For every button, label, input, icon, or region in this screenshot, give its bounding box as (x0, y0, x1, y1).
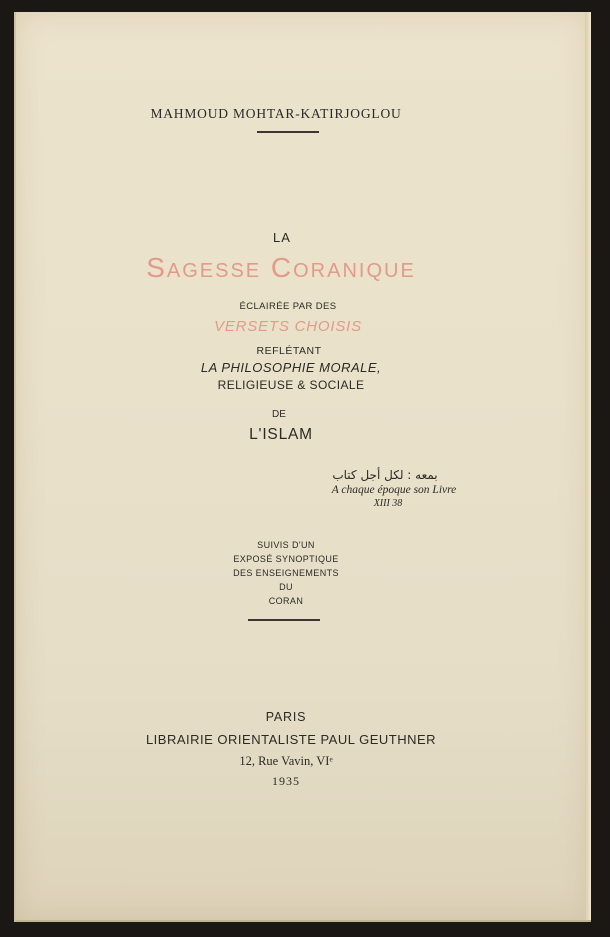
publisher-name: LIBRAIRIE ORIENTALISTE PAUL GEUTHNER (145, 732, 437, 747)
epigraph-reference: XIII 38 (373, 498, 403, 509)
publisher-city: PARIS (265, 710, 307, 724)
publication-year: 1935 (272, 774, 300, 788)
epigraph-arabic: بمعه : لكل أجل كتاب (332, 468, 438, 482)
subtitle-line-5: CORAN (268, 596, 304, 606)
book-cover (14, 12, 591, 922)
subtitle-line-1: SUIVIS D'UN (257, 540, 315, 550)
publisher-address: 12, Rue Vavin, VIᵉ (239, 754, 333, 768)
subtitle-line-3: DES ENSEIGNEMENTS (233, 568, 339, 578)
subtitle-line-2: EXPOSÉ SYNOPTIQUE (233, 554, 339, 564)
book-title: Sagesse Coranique (146, 252, 416, 283)
title-religieuse: RELIGIEUSE & SOCIALE (217, 378, 365, 392)
title-eclairee: ÉCLAIRÉE PAR DES (239, 301, 337, 312)
title-de: DE (272, 409, 286, 420)
divider-rule-top (257, 131, 319, 133)
author-name: MAHMOUD MOHTAR-KATIRJOGLOU (150, 106, 402, 121)
title-philosophie: LA PHILOSOPHIE MORALE, (200, 360, 382, 375)
title-refletant: REFLÉTANT (256, 345, 322, 357)
epigraph-french: A chaque époque son Livre (331, 484, 457, 496)
subtitle-line-4: DU (279, 582, 293, 592)
title-article: LA (273, 230, 291, 245)
title-islam: L'ISLAM (249, 426, 313, 443)
title-versets: VERSETS CHOISIS (214, 318, 362, 335)
divider-rule-bottom (248, 619, 320, 621)
